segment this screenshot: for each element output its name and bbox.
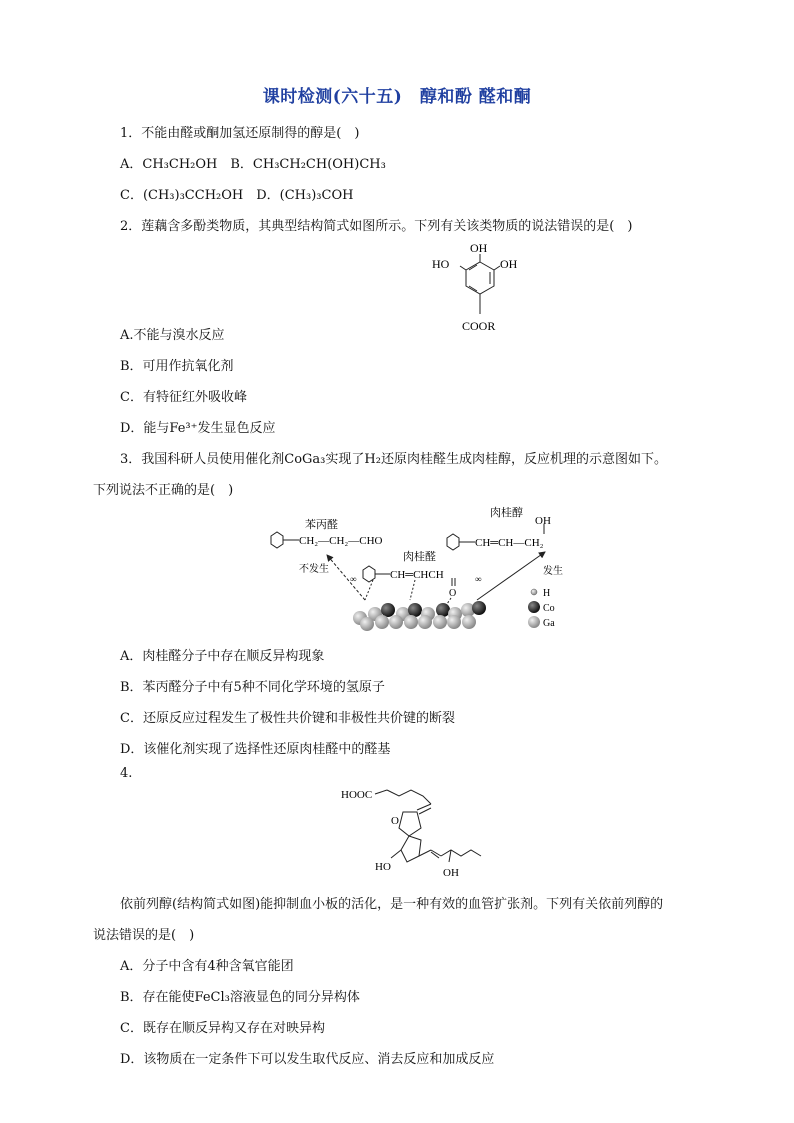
q1-options-ab: A．CH₃CH₂OH B．CH₃CH₂CH(OH)CH₃: [120, 157, 386, 172]
q3-option-a: A．肉桂醛分子中存在顺反异构现象: [120, 649, 325, 664]
cinnamaldehyde-formula: CH═CHCH: [390, 569, 444, 581]
q3-stem-2: 下列说法不正确的是( ): [93, 483, 234, 498]
cinnamaldehyde-o: O: [449, 588, 457, 599]
q2-oh-top: OH: [470, 241, 488, 255]
cinnamyl-alcohol-label: 肉桂醇: [490, 507, 523, 519]
q4-option-a: A．分子中含有4种含氧官能团: [120, 959, 294, 974]
benzenepropanal-label: 苯丙醛: [305, 519, 338, 531]
q3-stem-1: 3．我国科研人员使用催化剂CoGa₃实现了H₂还原肉桂醛生成肉桂醇，反应机理的示意图如下。: [120, 452, 667, 467]
q2-stem: 2．莲藕含多酚类物质，其典型结构简式如图所示。下列有关该类物质的说法错误的是( ): [120, 219, 633, 234]
legend-co: Co: [543, 603, 555, 614]
cinnamaldehyde-label: 肉桂醛: [403, 551, 436, 563]
q4-ho: HO: [375, 861, 391, 873]
q4-option-b: B．存在能使FeCl₃溶液显色的同分异构体: [120, 990, 360, 1005]
legend-ga: Ga: [543, 618, 555, 629]
q2-option-c: C．有特征红外吸收峰: [120, 390, 247, 405]
not-occur-label: 不发生: [299, 564, 329, 575]
q4-option-d: D．该物质在一定条件下可以发生取代反应、消去反应和加成反应: [120, 1052, 495, 1067]
q1-stem: 1．不能由醛或酮加氢还原制得的醇是( ): [120, 126, 360, 141]
q3-option-b: B．苯丙醛分子中有5种不同化学环境的氢原子: [120, 680, 385, 695]
page-title: 课时检测(六十五) 醇和酚 醛和酮: [262, 87, 532, 107]
q4-ring-o: O: [391, 815, 399, 827]
q4-oh: OH: [443, 867, 459, 879]
q1-options-cd: C．(CH₃)₃CCH₂OH D．(CH₃)₃COH: [120, 188, 354, 203]
benzenepropanal-formula: CH₂—CH₂—CHO: [299, 535, 383, 547]
q2-oh-right: OH: [500, 257, 518, 271]
q2-option-d: D．能与Fe³⁺发生显色反应: [120, 421, 276, 436]
q3-option-c: C．还原反应过程发生了极性共价键和非极性共价键的断裂: [120, 711, 455, 726]
q4-option-c: C．既存在顺反异构又存在对映异构: [120, 1021, 325, 1036]
q4-structure: [335, 780, 505, 885]
svg-text:∞: ∞: [475, 574, 482, 584]
q4-stem-1: 依前列醇(结构简式如图)能抑制血小板的活化，是一种有效的血管扩张剂。下列有关依前列醇的: [120, 897, 664, 912]
q2-structure: [410, 240, 520, 340]
svg-text:∞: ∞: [350, 574, 357, 584]
q4-hooc: HOOC: [341, 789, 373, 801]
cinnamyl-alcohol-oh: OH: [535, 515, 551, 527]
q3-mechanism-diagram: [255, 500, 575, 640]
q2-option-a: A.不能与溴水反应: [120, 328, 225, 343]
q2-coor: COOR: [462, 319, 496, 333]
q4-number: 4.: [120, 766, 133, 781]
q2-ho-left: HO: [432, 257, 450, 271]
q2-option-b: B．可用作抗氧化剂: [120, 359, 234, 374]
occur-label: 发生: [543, 566, 563, 577]
legend-h: H: [543, 588, 551, 599]
cinnamyl-alcohol-formula: CH═CH—CH₂: [475, 537, 544, 549]
q3-option-d: D．该催化剂实现了选择性还原肉桂醛中的醛基: [120, 742, 391, 757]
q4-stem-2: 说法错误的是( ): [93, 928, 195, 943]
